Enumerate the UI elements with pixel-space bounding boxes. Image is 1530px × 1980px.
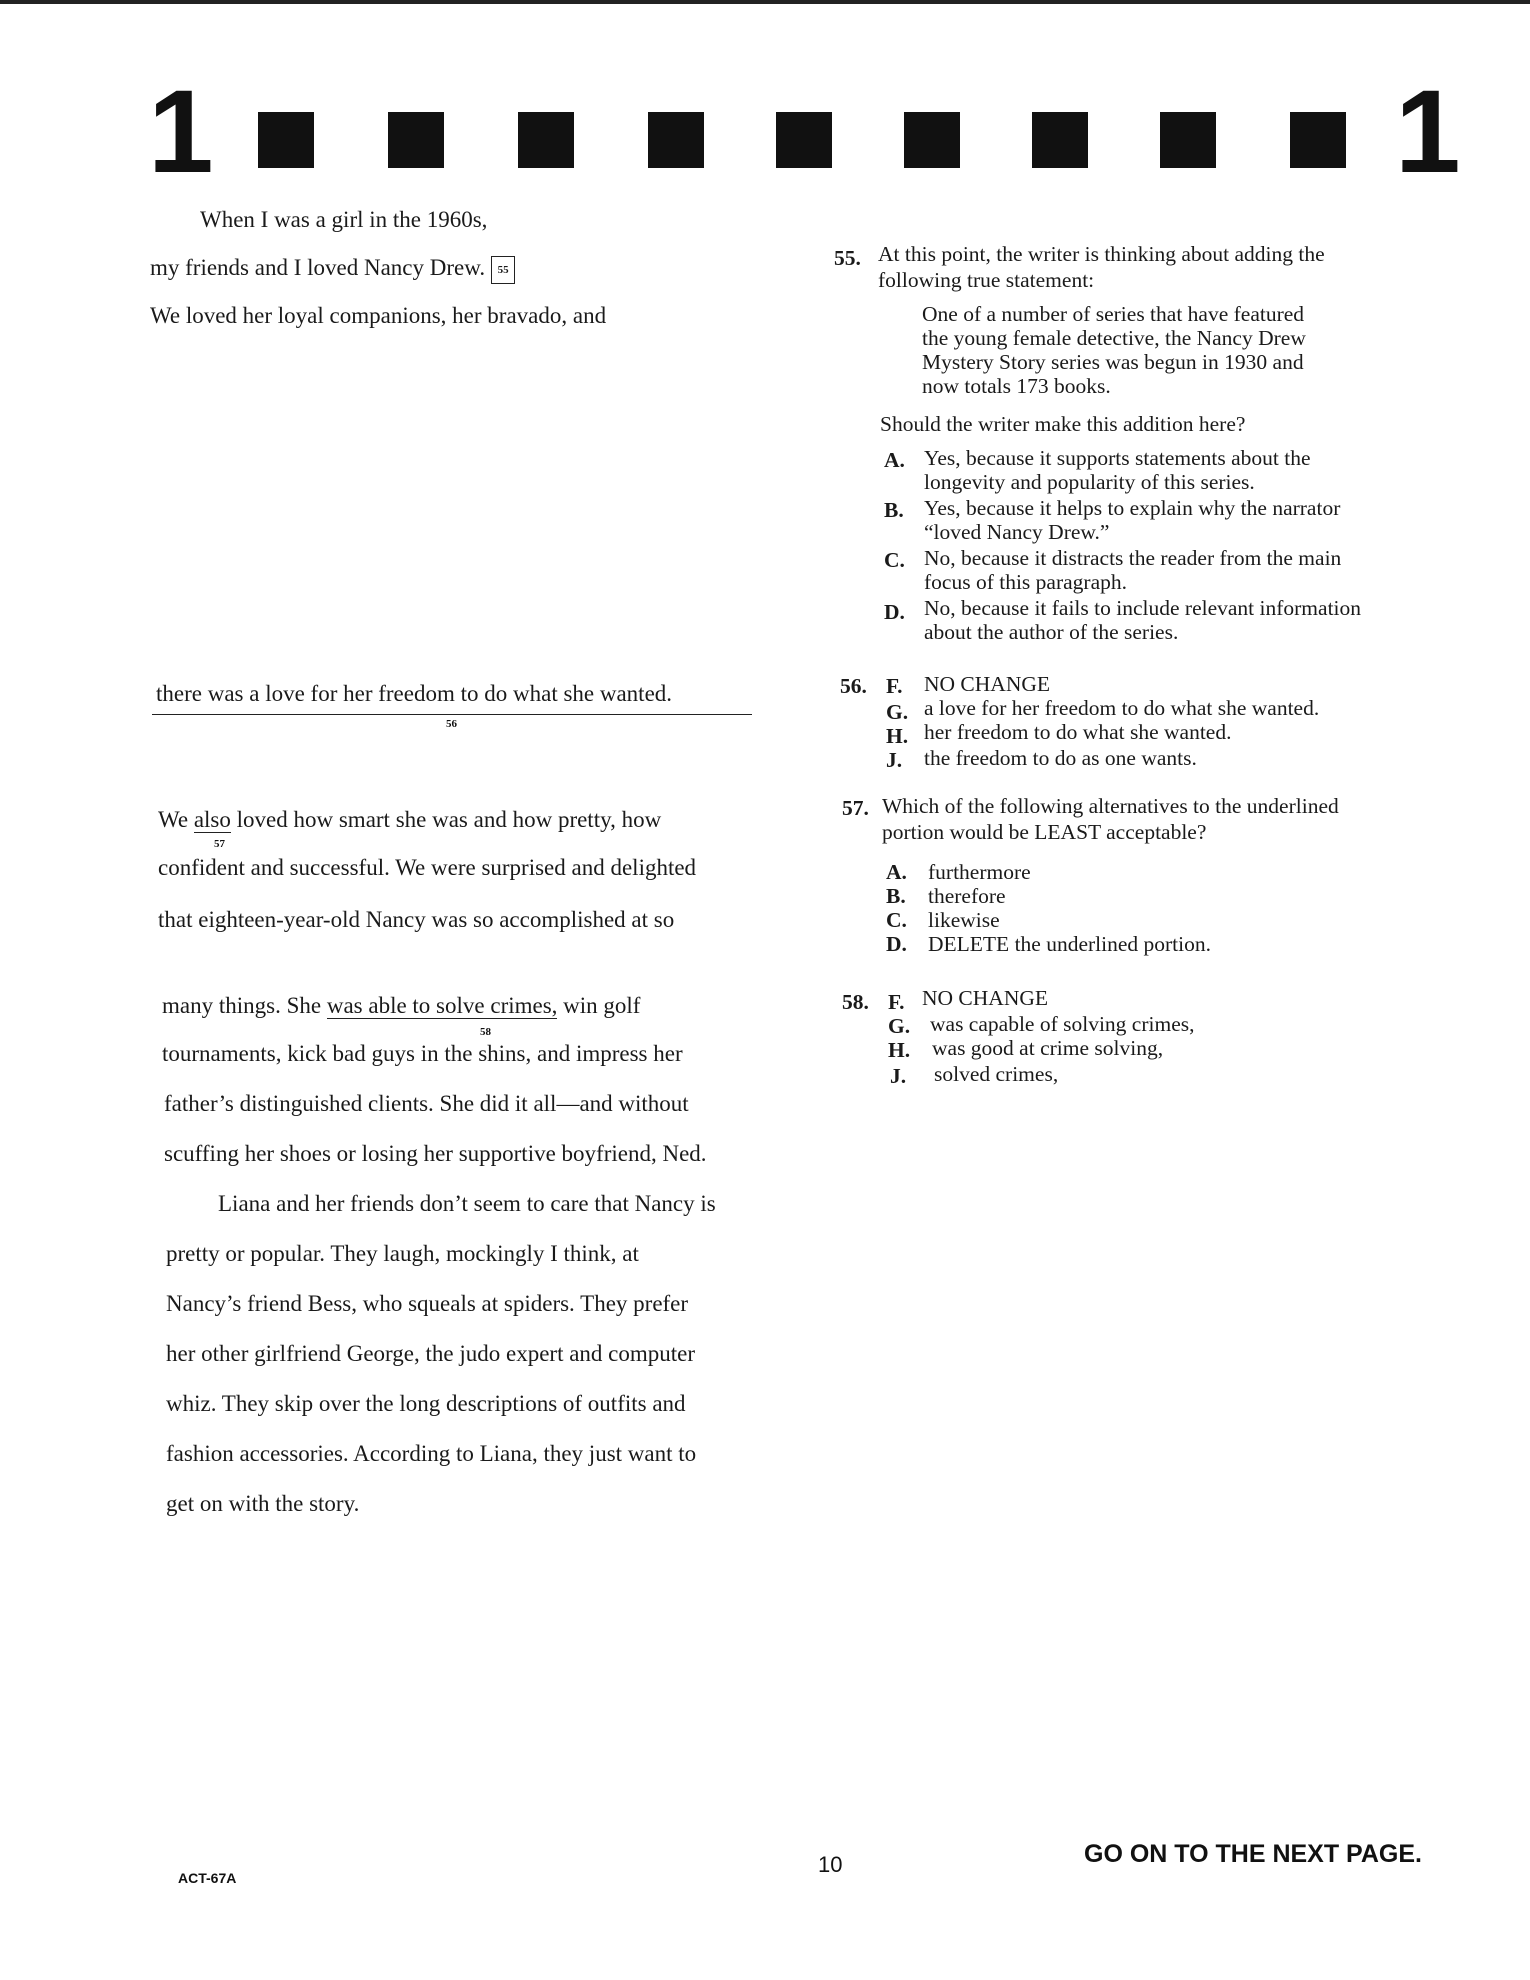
passage-line: confident and successful. We were surprised and delighted (158, 855, 697, 880)
passage-text: loved how smart she was and how pretty, how (230, 807, 662, 832)
section-number-left: 1 (148, 66, 214, 198)
next-page-notice: GO ON TO THE NEXT PAGE. (1084, 1840, 1423, 1868)
answer-option-h[interactable]: her freedom to do what she wanted. (924, 720, 1232, 744)
passage-line (158, 806, 661, 834)
question-stem: following true statement: (878, 268, 1095, 292)
passage-line: Nancy’s friend Bess, who squeals at spiders. They prefer (166, 1291, 689, 1316)
answer-option-a[interactable]: furthermore (928, 860, 1031, 884)
header-square-icon (1160, 112, 1216, 168)
question-number: 55. (834, 246, 861, 270)
passage-text: my friends and I loved Nancy Drew. (150, 255, 486, 280)
passage-line: fashion accessories. According to Liana, they just want to (166, 1441, 697, 1466)
passage-line: get on with the story. (166, 1491, 360, 1516)
answer-option-a[interactable]: Yes, because it supports statements about the (924, 446, 1311, 470)
answer-option-letter[interactable]: H. (888, 1038, 911, 1062)
answer-option-letter[interactable]: D. (884, 600, 905, 624)
question-number-58: 58 (480, 1026, 491, 1038)
header-square-icon (776, 112, 832, 168)
form-code: ACT-67A (178, 1870, 237, 1886)
passage-line: tournaments, kick bad guys in the shins, and impress her (162, 1041, 683, 1066)
answer-option-j[interactable]: the freedom to do as one wants. (924, 746, 1197, 770)
answer-option-letter[interactable]: H. (886, 724, 909, 748)
question-number-57: 57 (214, 838, 225, 850)
header-square-icon (518, 112, 574, 168)
question-number: 58. (842, 990, 869, 1014)
answer-option-f[interactable]: NO CHANGE (922, 986, 1049, 1010)
answer-option-c[interactable]: No, because it distracts the reader from the main (924, 546, 1342, 570)
page-number: 10 (818, 1852, 843, 1877)
answer-option-letter[interactable]: C. (884, 548, 905, 572)
passage-line (150, 254, 515, 284)
underlined-portion-56[interactable]: there was a love for her freedom to do what she wanted. (156, 681, 673, 706)
answer-option-j[interactable]: solved crimes, (934, 1062, 1059, 1086)
question-ask: Should the writer make this addition here? (880, 412, 1246, 436)
question-number: 56. (840, 674, 867, 698)
underline-rule-56 (152, 714, 752, 715)
underlined-portion-57[interactable]: also (193, 807, 231, 832)
passage-line: father’s distinguished clients. She did it all—and without (164, 1091, 689, 1116)
underlined-portion-58[interactable]: was able to solve crimes, (326, 993, 558, 1018)
answer-option-text: about the author of the series. (924, 620, 1179, 644)
passage-line: We loved her loyal companions, her bravado, and (150, 303, 607, 328)
passage-line: pretty or popular. They laugh, mockingly I think, at (166, 1241, 639, 1266)
header-square-icon (388, 112, 444, 168)
passage-text: win golf (557, 993, 641, 1018)
passage-line-underlined[interactable] (156, 680, 672, 708)
section-number-right: 1 (1395, 66, 1461, 198)
answer-option-h[interactable]: was good at crime solving, (932, 1036, 1164, 1060)
question-number-56: 56 (446, 718, 457, 730)
header-square-icon (904, 112, 960, 168)
header-square-icon (258, 112, 314, 168)
passage-line: Liana and her friends don’t seem to care that Nancy is (218, 1191, 716, 1216)
passage-line: When I was a girl in the 1960s, (200, 207, 488, 232)
passage-text: We (158, 807, 194, 832)
answer-option-text: focus of this paragraph. (924, 570, 1127, 594)
quoted-statement: One of a number of series that have featured (922, 302, 1305, 326)
answer-option-g[interactable]: a love for her freedom to do what she wanted. (924, 696, 1320, 720)
answer-option-letter[interactable]: F. (888, 990, 905, 1014)
question-stem: Which of the following alternatives to the underlined (882, 794, 1339, 818)
question-box-55[interactable]: 55 (491, 256, 515, 284)
answer-option-letter[interactable]: F. (886, 674, 903, 698)
answer-option-letter[interactable]: G. (886, 700, 909, 724)
passage-line: whiz. They skip over the long descriptions of outfits and (166, 1391, 686, 1416)
quoted-statement: now totals 173 books. (922, 374, 1111, 398)
answer-option-letter[interactable]: D. (886, 932, 907, 956)
top-rule (0, 0, 1530, 4)
answer-option-c[interactable]: likewise (928, 908, 1000, 932)
answer-option-letter[interactable]: A. (886, 860, 907, 884)
answer-option-g[interactable]: was capable of solving crimes, (930, 1012, 1195, 1036)
answer-option-text: “loved Nancy Drew.” (924, 520, 1110, 544)
answer-option-letter[interactable]: J. (886, 748, 903, 772)
passage-text: many things. She (162, 993, 327, 1018)
answer-option-letter[interactable]: B. (886, 884, 906, 908)
passage-line: scuffing her shoes or losing her supportive boyfriend, Ned. (164, 1141, 707, 1166)
quoted-statement: Mystery Story series was begun in 1930 and (922, 350, 1304, 374)
passage-line (162, 992, 640, 1020)
answer-option-letter[interactable]: G. (888, 1014, 911, 1038)
header-square-icon (1290, 112, 1346, 168)
answer-option-letter[interactable]: B. (884, 498, 904, 522)
question-number: 57. (842, 796, 869, 820)
passage-line: that eighteen-year-old Nancy was so accomplished at so (158, 907, 675, 932)
answer-option-letter[interactable]: A. (884, 448, 905, 472)
answer-option-d[interactable]: No, because it fails to include relevant information (924, 596, 1362, 620)
answer-option-letter[interactable]: J. (890, 1064, 907, 1088)
answer-option-d[interactable]: DELETE the underlined portion. (928, 932, 1212, 956)
answer-option-b[interactable]: Yes, because it helps to explain why the narrator (924, 496, 1341, 520)
header-square-icon (1032, 112, 1088, 168)
answer-option-letter[interactable]: C. (886, 908, 907, 932)
quoted-statement: the young female detective, the Nancy Drew (922, 326, 1306, 350)
header-square-icon (648, 112, 704, 168)
answer-option-text: longevity and popularity of this series. (924, 470, 1255, 494)
answer-option-f[interactable]: NO CHANGE (924, 672, 1051, 696)
question-stem: portion would be LEAST acceptable? (882, 820, 1207, 844)
passage-line: her other girlfriend George, the judo expert and computer (166, 1341, 696, 1366)
question-stem: At this point, the writer is thinking about adding the (878, 242, 1325, 266)
answer-option-b[interactable]: therefore (928, 884, 1006, 908)
